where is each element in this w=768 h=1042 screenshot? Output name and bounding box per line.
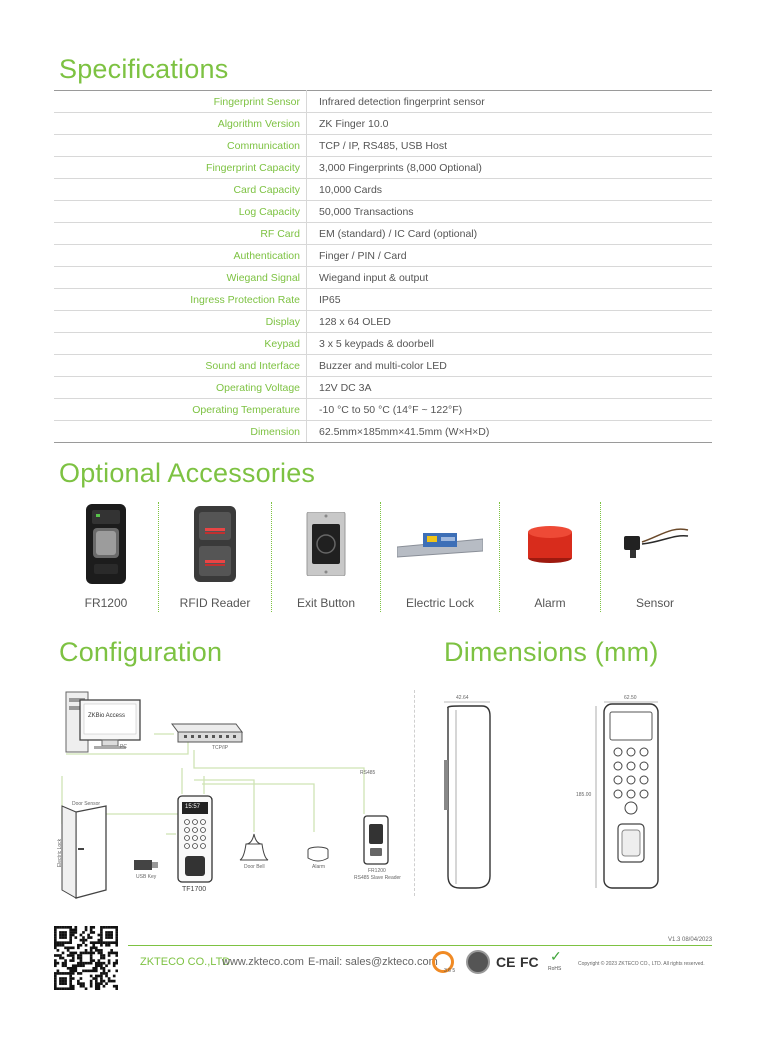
divider <box>414 690 415 896</box>
spec-label: Sound and Interface <box>54 355 307 377</box>
spec-value: 50,000 Transactions <box>307 201 713 223</box>
spec-label: Wiegand Signal <box>54 267 307 289</box>
spec-row <box>54 377 712 399</box>
specifications-table <box>54 90 712 443</box>
rohs-check-icon: ✓ <box>550 948 562 964</box>
spec-label: Operating Temperature <box>54 399 307 421</box>
spec-row <box>54 421 712 443</box>
spec-row <box>54 179 712 201</box>
spec-label: Ingress Protection Rate <box>54 289 307 311</box>
spec-label: Log Capacity <box>54 201 307 223</box>
footer-rule <box>128 945 712 946</box>
electric-lock-label: Electric Lock <box>57 838 64 868</box>
rohs-mark: RoHS <box>548 966 562 972</box>
pc-label: PC <box>120 744 127 750</box>
spec-row <box>54 113 712 135</box>
spec-value: Finger / PIN / Card <box>307 245 713 267</box>
accessory-label: Sensor <box>635 596 675 610</box>
software-label: ZKBio Access <box>88 713 126 719</box>
website-link[interactable]: www.zkteco.com <box>222 956 304 968</box>
spec-value: 12V DC 3A <box>307 377 713 399</box>
accessories-row <box>54 500 714 618</box>
dimensions-heading: Dimensions (mm) <box>444 637 659 667</box>
fc-mark: FC <box>520 954 539 970</box>
rfid-reader-icon <box>193 500 237 588</box>
spec-row <box>54 91 712 113</box>
spec-row <box>54 267 712 289</box>
spec-label: Algorithm Version <box>54 113 307 135</box>
height-dimension: 185.00 <box>576 792 592 798</box>
accessory-fr1200 <box>54 500 158 618</box>
accessory-label: FR1200 <box>84 596 128 610</box>
spec-value: Infrared detection fingerprint sensor <box>307 91 713 113</box>
spec-value: Buzzer and multi-color LED <box>307 355 713 377</box>
spec-row <box>54 201 712 223</box>
door-bell-label: Door Bell <box>244 864 265 870</box>
accessory-label: Electric Lock <box>405 596 475 610</box>
slave-reader-label: RS485 Slave Reader <box>354 875 401 881</box>
device-label: TF1700 <box>182 886 207 893</box>
spec-value: 128 x 64 OLED <box>307 311 713 333</box>
email-link[interactable]: E-mail: sales@zkteco.com <box>308 956 438 968</box>
spec-value: 10,000 Cards <box>307 179 713 201</box>
spec-label: Fingerprint Capacity <box>54 157 307 179</box>
spec-value: ZK Finger 10.0 <box>307 113 713 135</box>
spec-row <box>54 355 712 377</box>
accessory-label: RFID Reader <box>179 596 251 610</box>
spec-row <box>54 333 712 355</box>
door-sensor-label: Door Sensor <box>72 801 101 807</box>
alarm-label: Alarm <box>312 864 326 870</box>
accessory-sensor <box>601 500 709 618</box>
accessory-label: Alarm <box>534 596 566 610</box>
configuration-heading: Configuration <box>59 637 223 667</box>
spec-value: Wiegand input & output <box>307 267 713 289</box>
certification-logos <box>432 950 572 976</box>
spec-label: Dimension <box>54 421 307 443</box>
fr1200-label: FR1200 <box>368 868 386 874</box>
accessories-heading: Optional Accessories <box>59 458 316 488</box>
fingerprint-reader-icon <box>84 500 128 588</box>
device-screen-time: 15:57 <box>185 804 201 810</box>
spec-value: 3,000 Fingerprints (8,000 Optional) <box>307 157 713 179</box>
company-name: ZKTECO CO.,LTD. <box>140 956 234 968</box>
version-text: V1.3 08/04/2023 <box>668 937 713 943</box>
accessory-rfid-reader <box>159 500 271 618</box>
spec-value: -10 °C to 50 °C (14°F ~ 122°F) <box>307 399 713 421</box>
spec-value: IP65 <box>307 289 713 311</box>
cert-year: 3 6 5 <box>444 968 456 974</box>
accessory-label: Exit Button <box>296 596 356 610</box>
tcpip-label: TCP/IP <box>212 745 229 751</box>
width-dimension: 62.50 <box>624 695 637 701</box>
spec-value: EM (standard) / IC Card (optional) <box>307 223 713 245</box>
spec-value: 62.5mm×185mm×41.5mm (W×H×D) <box>307 421 713 443</box>
accessory-alarm <box>500 500 600 618</box>
spec-label: Card Capacity <box>54 179 307 201</box>
spec-row <box>54 223 712 245</box>
spec-value: TCP / IP, RS485, USB Host <box>307 135 713 157</box>
spec-label: Display <box>54 311 307 333</box>
spec-label: Keypad <box>54 333 307 355</box>
spec-row <box>54 245 712 267</box>
spec-row <box>54 311 712 333</box>
usb-key-label: USB Key <box>136 874 157 880</box>
configuration-diagram <box>54 684 414 900</box>
spec-label: Authentication <box>54 245 307 267</box>
quality-seal-icon <box>466 950 490 974</box>
accessory-exit-button <box>272 500 380 618</box>
alarm-icon <box>527 500 573 588</box>
spec-row <box>54 135 712 157</box>
dimensions-drawing <box>420 690 720 900</box>
depth-dimension: 42.64 <box>456 695 469 701</box>
qr-code <box>54 926 118 990</box>
specifications-heading: Specifications <box>59 54 229 84</box>
spec-label: Operating Voltage <box>54 377 307 399</box>
spec-label: Communication <box>54 135 307 157</box>
spec-row <box>54 157 712 179</box>
spec-label: Fingerprint Sensor <box>54 91 307 113</box>
spec-label: RF Card <box>54 223 307 245</box>
ce-mark: CE <box>496 954 516 970</box>
spec-value: 3 x 5 keypads & doorbell <box>307 333 713 355</box>
electric-lock-icon <box>397 500 483 588</box>
door-sensor-icon <box>620 500 690 588</box>
copyright-text: Copyright © 2023 ZKTECO CO., LTD. All rights reserved. <box>578 961 705 967</box>
accessory-electric-lock <box>381 500 499 618</box>
spec-row <box>54 399 712 421</box>
spec-row <box>54 289 712 311</box>
rs485-label: RS485 <box>360 770 376 776</box>
exit-button-icon <box>306 500 346 588</box>
